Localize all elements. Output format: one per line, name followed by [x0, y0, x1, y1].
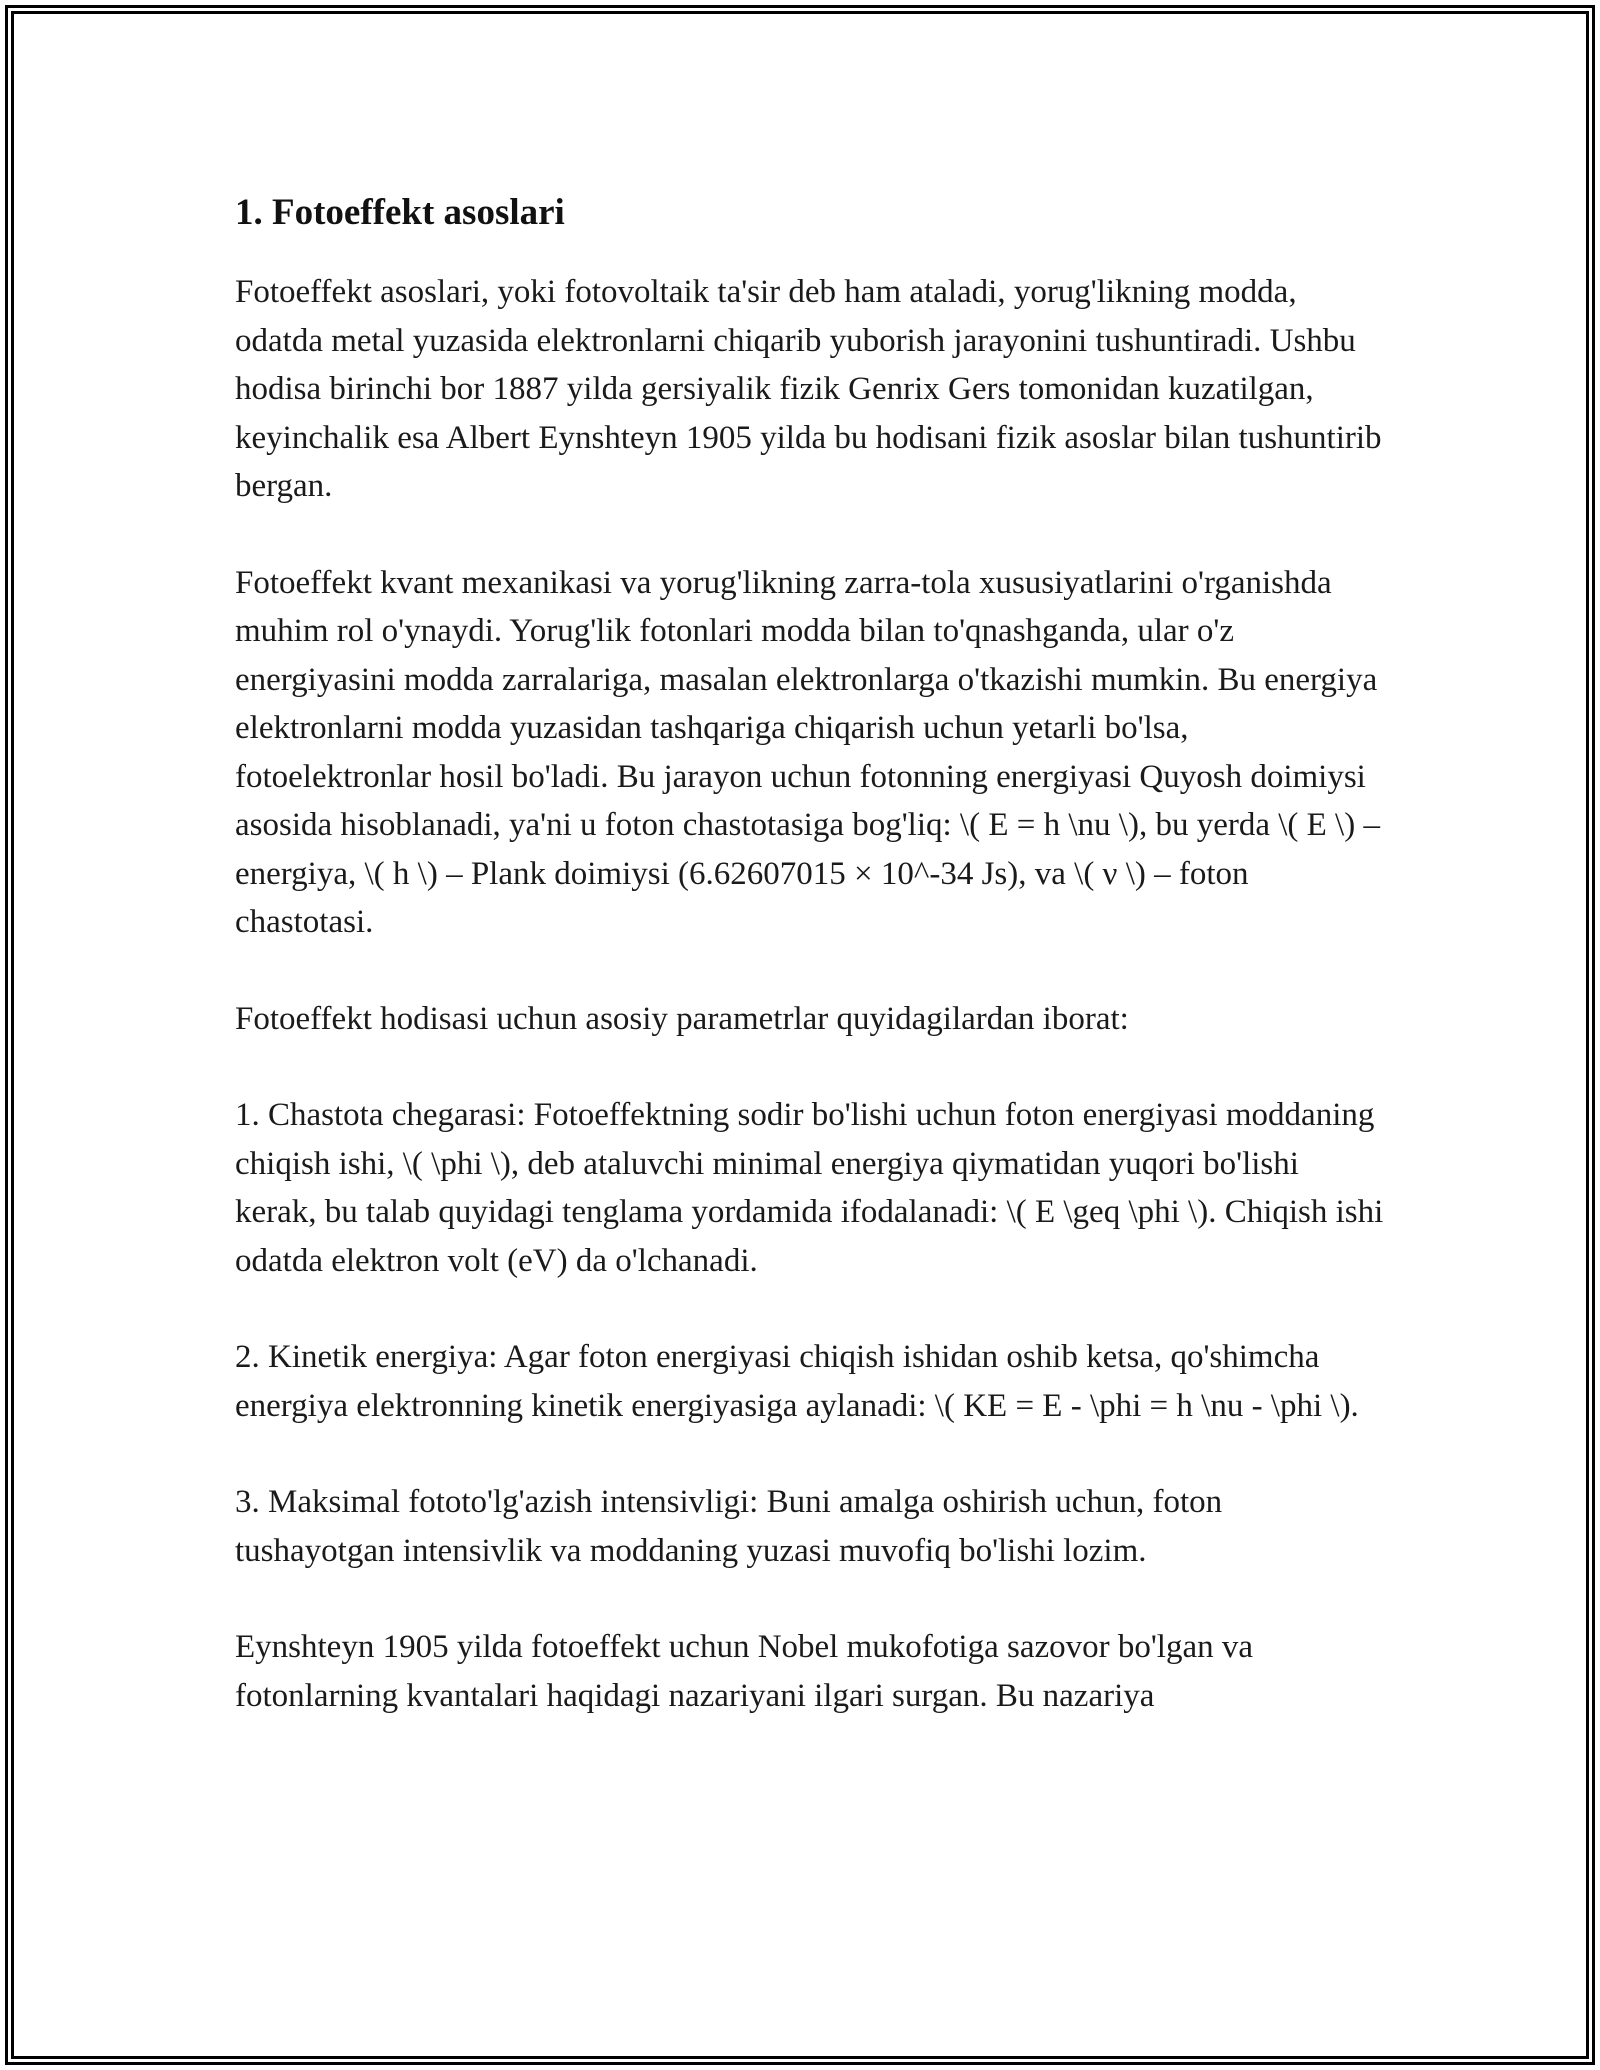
paragraph-quantum: Fotoeffekt kvant mexanikasi va yorug'likning zarra-tola xususiyatlarini o'rganishda muhim rol o'ynaydi. Yorug'lik fotonlari modda bilan to'qnashganda, ular o'z energiyasini modda zarralariga, masalan elektronlarga o'tkazishi mumkin. Bu energiya elektronlarni modda yuzasidan tashqariga chiqarish uchun yetarli bo'lsa, fotoelektronlar hosil bo'ladi. Bu jarayon uchun fotonning energiyasi Quyosh doimiysi asosida hisoblanadi, ya'ni u foton chastotasiga bog'liq: \( E = h \nu \), bu yerda \( E \) – energiya, \( h \) – Plank doimiysi (6.62607015 × 10^-34 Js), va \( ν \) – foton chastotasi. — [235, 564, 1380, 940]
paragraph-parameters-intro: Fotoeffekt hodisasi uchun asosiy parametrlar quyidagilardan iborat: — [235, 1000, 1129, 1037]
list-item-kinetic-energy: 2. Kinetik energiya: Agar foton energiyasi chiqish ishidan oshib ketsa, qo'shimcha energiya elektronning kinetik energiyasiga aylanadi: \( KE = E - \phi = h \nu - \phi \). — [235, 1339, 1359, 1424]
section-heading: 1. Fotoeffekt asoslari — [235, 192, 565, 233]
paragraph-intro: Fotoeffekt asoslari, yoki fotovoltaik ta'sir deb ham ataladi, yorug'likning modda, odatda metal yuzasida elektronlarni chiqarib yuborish jarayonini tushuntiradi. Ushbu hodisa birinchi bor 1887 yilda gersiyalik fizik Genrix Gers tomonidan kuzatilgan, keyinchalik esa Albert Eynshteyn 1905 yilda bu hodisani fizik asoslar bilan tushuntirib bergan. — [235, 274, 1382, 504]
list-item-max-intensity: 3. Maksimal fototo'lg'azish intensivligi: Buni amalga oshirish uchun, foton tushayotgan intensivlik va moddaning yuzasi muvofiq bo'lishi lozim. — [235, 1484, 1223, 1569]
paragraph-einstein: Eynshteyn 1905 yilda fotoeffekt uchun Nobel mukofotiga sazovor bo'lgan va fotonlarning kvantalari haqidagi nazariyani ilgari surgan. Bu nazariya — [235, 1629, 1254, 1714]
document-body — [235, 185, 1385, 1768]
list-item-frequency-threshold: 1. Chastota chegarasi: Fotoeffektning sodir bo'lishi uchun foton energiyasi moddaning chiqish ishi, \( \phi \), deb ataluvchi minimal energiya qiymatidan yuqori bo'lishi kerak, bu talab quyidagi tenglama yordamida ifodalanadi: \( E \geq \phi \). Chiqish ishi odatda elektron volt (eV) da o'lchanadi. — [235, 1097, 1384, 1279]
